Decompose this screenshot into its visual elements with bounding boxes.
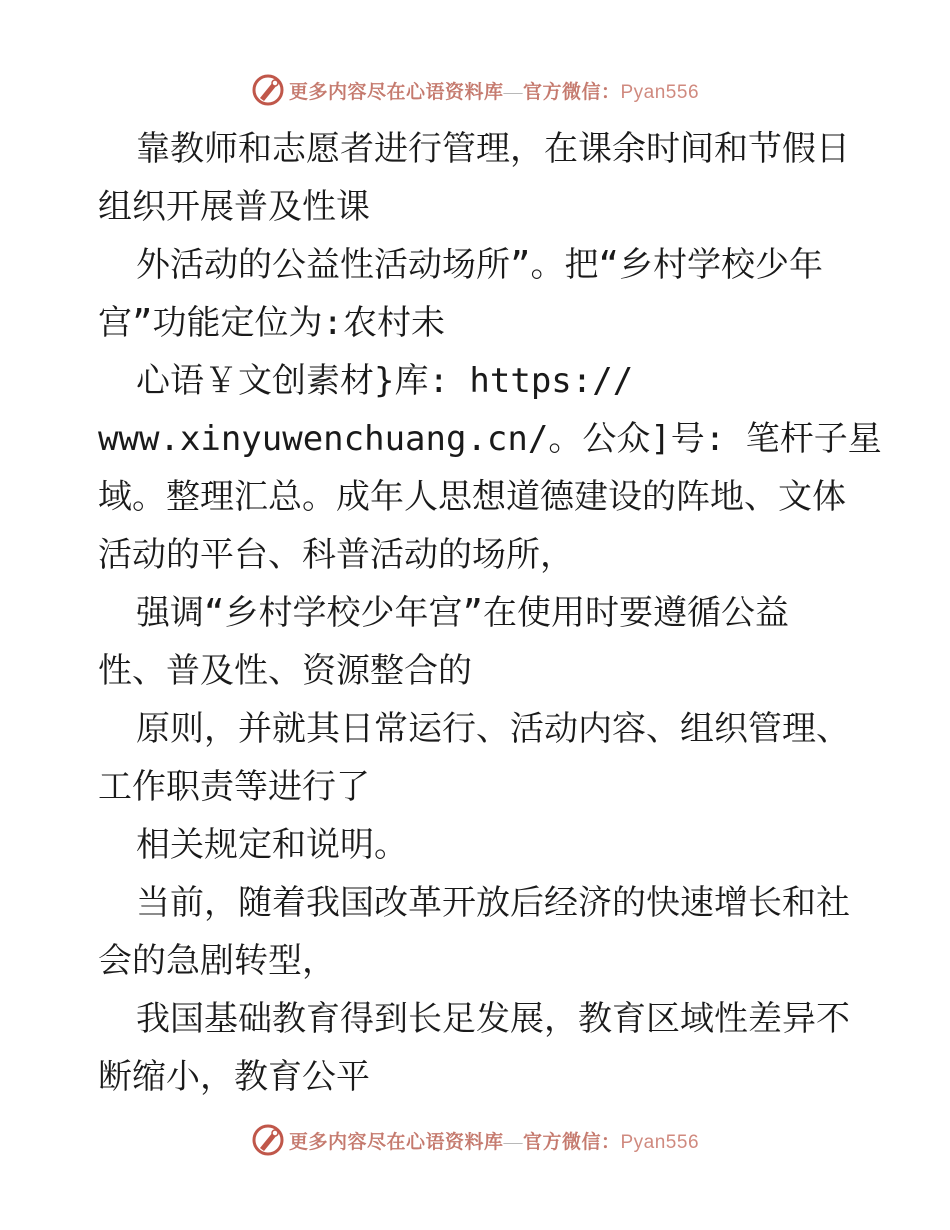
body-line: 性、普及性、资源整合的 bbox=[98, 651, 472, 691]
body-line: 外活动的公益性活动场所”。把“乡村学校少年 bbox=[136, 245, 823, 285]
body-line: 原则，并就其日常运行、活动内容、组织管理、 bbox=[136, 709, 850, 749]
body-line: 工作职责等进行了 bbox=[98, 767, 370, 807]
header-banner-account-label: 官方微信： bbox=[522, 81, 621, 103]
footer-banner bbox=[0, 1118, 950, 1162]
body-line: 强调“乡村学校少年宫”在使用时要遵循公益 bbox=[136, 593, 789, 633]
header-banner-text bbox=[289, 77, 699, 104]
body-line: 靠教师和志愿者进行管理，在课余时间和节假日 bbox=[136, 129, 850, 169]
footer-banner-text bbox=[289, 1127, 699, 1154]
body-line: 我国基础教育得到长足发展，教育区域性差异不 bbox=[136, 999, 850, 1039]
footer-banner-main: 更多内容尽在心语资料库 bbox=[288, 1131, 504, 1153]
body-line: 会的急剧转型， bbox=[98, 941, 336, 981]
header-banner-account: Pyan556 bbox=[620, 81, 700, 103]
header-banner-main: 更多内容尽在心语资料库 bbox=[288, 81, 504, 103]
footer-banner-account-label: 官方微信： bbox=[522, 1131, 621, 1153]
body-line: 断缩小，教育公平 bbox=[98, 1057, 370, 1097]
body-line: 组织开展普及性课 bbox=[98, 187, 370, 227]
body-line: 活动的平台、科普活动的场所， bbox=[98, 535, 574, 575]
header-banner-sep: — bbox=[503, 81, 523, 103]
footer-banner-account: Pyan556 bbox=[620, 1131, 700, 1153]
pen-logo-icon bbox=[251, 1123, 285, 1157]
pen-logo-icon bbox=[251, 73, 285, 107]
document-body bbox=[98, 120, 882, 1106]
footer-banner-sep: — bbox=[503, 1131, 523, 1153]
body-line: 当前，随着我国改革开放后经济的快速增长和社 bbox=[136, 883, 850, 923]
body-line: 宫”功能定位为:农村未 bbox=[98, 303, 445, 343]
header-banner bbox=[0, 68, 950, 112]
body-line: 域。整理汇总。成年人思想道德建设的阵地、文体 bbox=[98, 477, 846, 517]
body-line: 心语￥文创素材}库: https:// bbox=[136, 361, 634, 401]
body-line: 相关规定和说明。 bbox=[136, 825, 408, 865]
body-line: www.xinyuwenchuang.cn/。公众]号: 笔杆子星 bbox=[98, 419, 882, 459]
